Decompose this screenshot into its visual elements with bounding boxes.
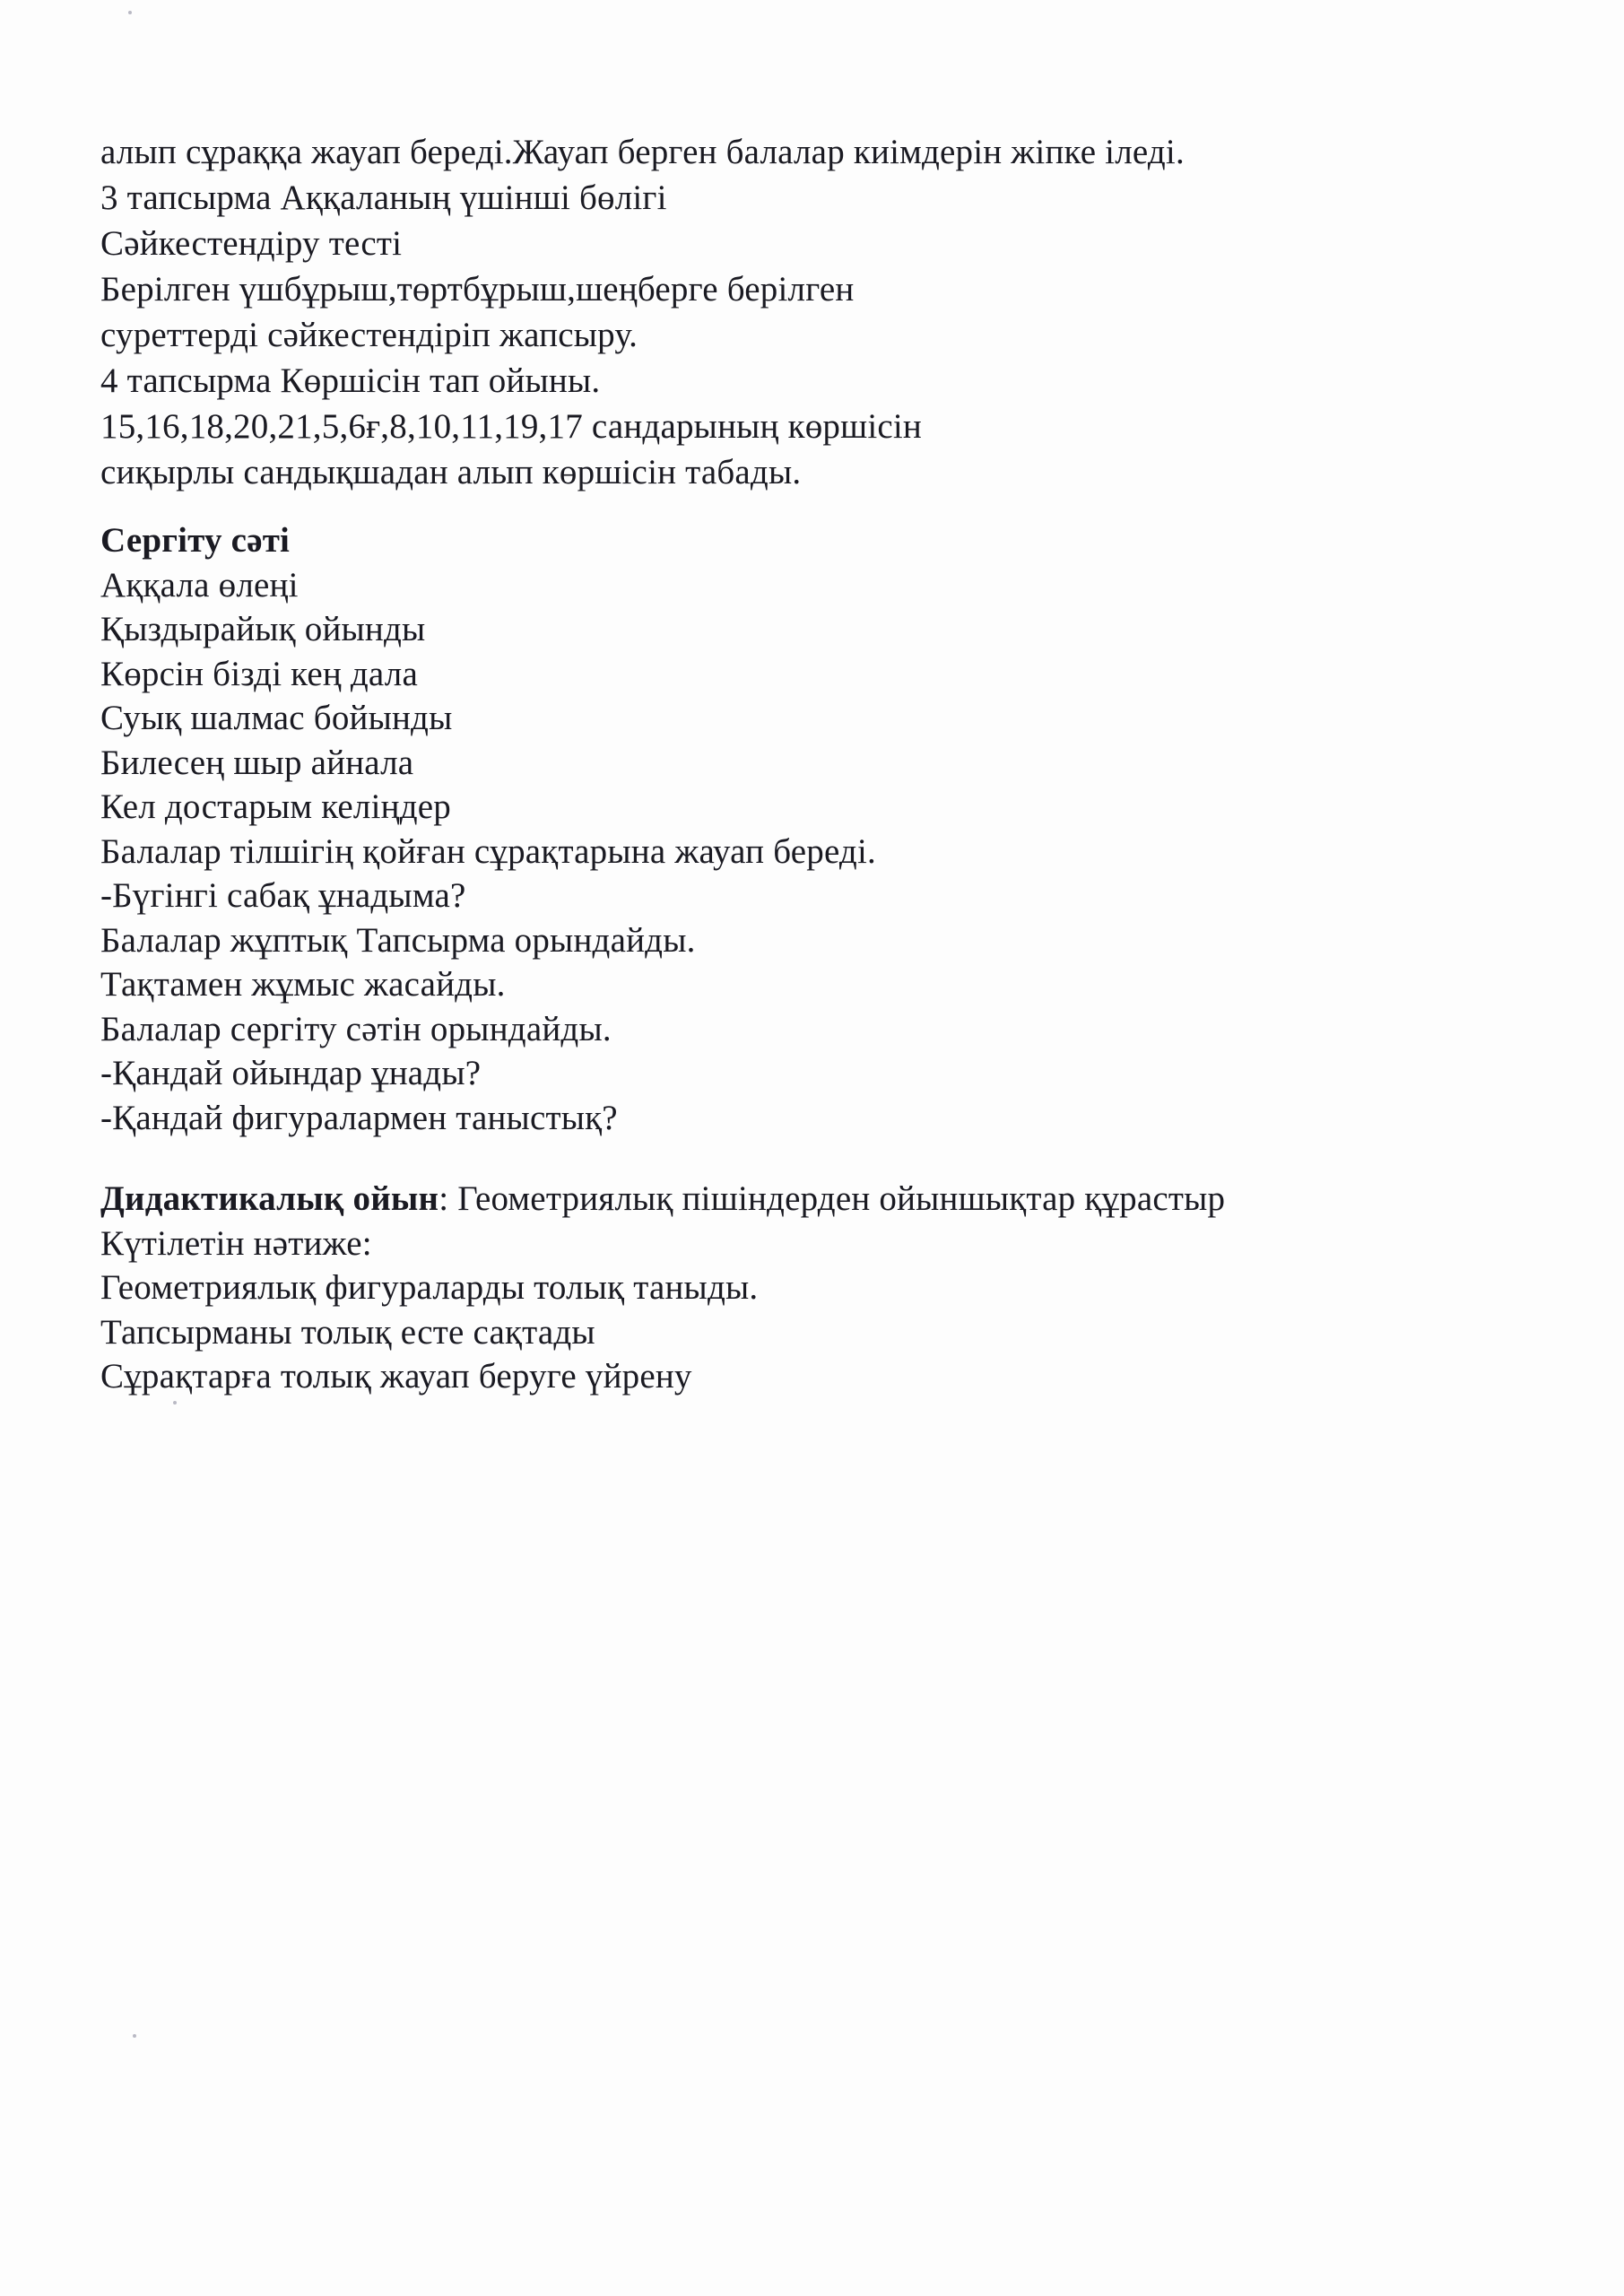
text-line: 3 тапсырма Аққаланың үшінші бөлігі bbox=[100, 178, 667, 217]
section-heading-line bbox=[100, 1177, 1446, 1222]
task-section bbox=[100, 129, 1446, 495]
text-line: 4 тапсырма Көршісін тап ойыны. bbox=[100, 361, 601, 400]
text-line: Көрсін бізді кең дала bbox=[100, 654, 418, 693]
scan-speck bbox=[133, 2034, 136, 2038]
text-line: Балалар сергіту сәтін орындайды. bbox=[100, 1009, 612, 1048]
section-heading-rest: : Геометриялық пішіндерден ойыншықтар құрастыр bbox=[439, 1179, 1226, 1218]
text-line: алып сұраққа жауап береді.Жауап берген балалар киімдерін жіпке іледі. bbox=[100, 133, 1185, 171]
text-line: Аққала өлеңі bbox=[100, 565, 299, 604]
text-line: Геометриялық фигураларды толық таныды. bbox=[100, 1268, 759, 1307]
section-heading: Дидактикалық ойын bbox=[100, 1179, 439, 1218]
section-heading: Сергіту сәті bbox=[100, 521, 291, 560]
text-line: Кел достарым келіңдер bbox=[100, 787, 451, 826]
text-line: суреттерді сәйкестендіріп жапсыру. bbox=[100, 316, 638, 354]
text-line: 15,16,18,20,21,5,6ғ,8,10,11,19,17 сандарының көршісін bbox=[100, 407, 922, 446]
text-line: Суық шалмас бойынды bbox=[100, 699, 453, 737]
text-line: Тақтамен жұмыс жасайды. bbox=[100, 965, 506, 1004]
scan-speck bbox=[173, 1401, 177, 1405]
text-line: Қыздырайық ойынды bbox=[100, 610, 426, 648]
text-line: Берілген үшбұрыш,төртбұрыш,шеңберге берілген bbox=[100, 270, 855, 309]
text-line: -Қандай фигуралармен таныстық? bbox=[100, 1098, 618, 1137]
text-line: Балалар тілшігің қойған сұрақтарына жауап береді. bbox=[100, 831, 876, 871]
warmup-section bbox=[100, 518, 1446, 1140]
text-line: -Бүгінгі сабақ ұнадыма? bbox=[100, 876, 466, 915]
text-line: Сәйкестендіру тесті bbox=[100, 224, 403, 263]
text-line: Тапсырманы толық есте сақтады bbox=[100, 1312, 595, 1352]
text-line: Билесең шыр айнала bbox=[100, 743, 414, 782]
text-line: Күтілетін нәтиже: bbox=[100, 1223, 372, 1263]
didactic-game-section bbox=[100, 1177, 1446, 1399]
text-line: сиқырлы сандықшадан алып көршісін табады. bbox=[100, 453, 802, 491]
text-line: Балалар жұптық Тапсырма орындайды. bbox=[100, 920, 696, 960]
scan-speck bbox=[128, 11, 132, 14]
text-line: Сұрақтарға толық жауап беруге үйрену bbox=[100, 1357, 692, 1396]
text-line: -Қандай ойындар ұнады? bbox=[100, 1054, 482, 1092]
